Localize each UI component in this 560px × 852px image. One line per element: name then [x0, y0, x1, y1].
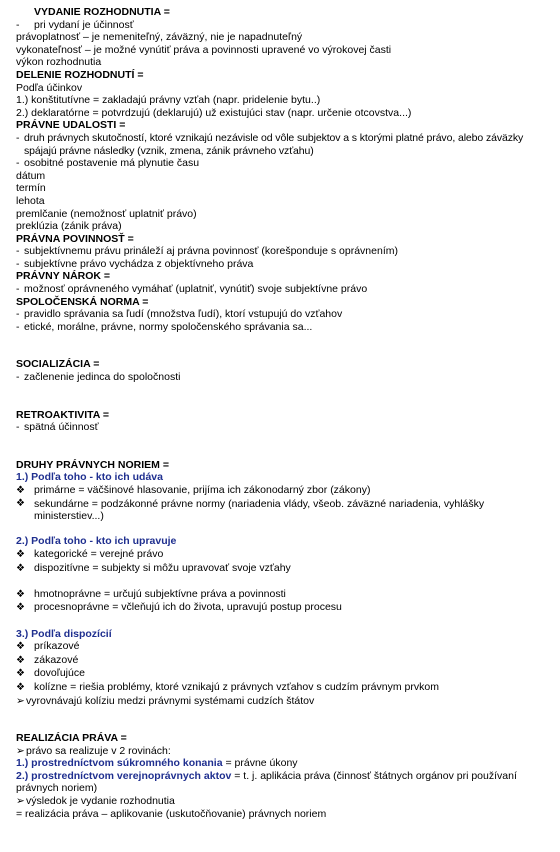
list-item-text: osobitné postavenie má plynutie času [24, 157, 200, 170]
list-item [16, 795, 550, 808]
list-item [16, 19, 550, 32]
list-item [16, 601, 550, 615]
list-item-text: zákazové [34, 653, 79, 666]
text-line: výkon rozhodnutia [16, 56, 102, 69]
heading-druhy-pravnych-noriem: DRUHY PRÁVNYCH NORIEM = [16, 458, 169, 471]
dash-bullet: - [16, 320, 20, 333]
dash-bullet: - [16, 283, 20, 296]
text-line: Podľa účinkov [16, 81, 83, 94]
numbered-item-text: = právne úkony [222, 757, 298, 770]
spacer [16, 434, 550, 459]
diamond-bullet-icon: ❖ [16, 485, 25, 496]
text-line: vykonateľnosť – je možné vynútiť práva a povinnosti upravené vo výrokovej časti [16, 43, 392, 56]
arrow-bullet-icon: ➢ [16, 694, 25, 707]
numbered-item-label: 1.) prostredníctvom súkromného konania [16, 757, 223, 770]
heading-pravny-narok: PRÁVNY NÁROK = [16, 270, 111, 283]
heading-realizacia-prava: REALIZÁCIA PRÁVA = [16, 732, 127, 745]
dash-bullet: - [16, 157, 20, 170]
subheading-podla-dispozicii: 3.) Podľa dispozícií [16, 627, 112, 640]
heading-vydanie-rozhodnutia: VYDANIE ROZHODNUTIA = [34, 6, 170, 18]
spacer [16, 615, 550, 628]
list-item-text: dispozitívne = subjekty si môžu upravovať svoje vzťahy [34, 561, 291, 574]
spacer [16, 575, 550, 588]
dash-bullet: - [16, 245, 20, 258]
list-item-text: príkazové [34, 640, 80, 653]
list-item [16, 132, 550, 157]
diamond-bullet-icon: ❖ [16, 641, 25, 653]
text-line: právoplatnosť – je nemeniteľný, záväzný, nie je napadnuteľný [16, 31, 303, 44]
dash-bullet: - [16, 257, 20, 270]
text-line: preklúzia (zánik práva) [16, 220, 122, 233]
numbered-item: 2.) deklaratórne = potvrdzujú (deklarujú) už existujúci stav (napr. určenie otcovstva...) [16, 106, 412, 119]
list-item [16, 484, 550, 498]
text-line: lehota [16, 194, 45, 207]
diamond-bullet-icon: ❖ [16, 681, 25, 693]
list-item-text: výsledok je vydanie rozhodnutia [26, 795, 175, 808]
dash-bullet: - [16, 18, 20, 31]
list-item-text: hmotnoprávne = určujú subjektívne práva a povinnosti [34, 587, 286, 600]
numbered-item [16, 770, 550, 795]
subheading-kto-ich-udava: 1.) Podľa toho - kto ich udáva [16, 471, 163, 484]
list-item [16, 245, 550, 258]
heading-pravne-udalosti: PRÁVNE UDALOSTI = [16, 119, 126, 132]
arrow-bullet-icon: ➢ [16, 744, 25, 757]
list-item-text: etické, morálne, právne, normy spoločenského správania sa... [24, 320, 313, 333]
diamond-bullet-icon: ❖ [16, 588, 25, 600]
list-item-text: druh právnych skutočností, ktoré vznikajú nezávisle od vôle subjektov a s ktorými platné právo, alebo záväzky spájajú právne následky (vznik, zmena, zánik právneho vzťahu) [24, 131, 524, 157]
list-item-text: sekundárne = podzákonné právne normy (nariadenia vlády, všeob. záväzné nariadenia, vyhlášky ministerstiev...) [34, 497, 485, 523]
heading-pravna-povinnost: PRÁVNA POVINNOSŤ = [16, 232, 134, 245]
list-item [16, 498, 550, 523]
heading-spolocenska-norma: SPOLOČENSKÁ NORMA = [16, 295, 149, 308]
text-line: dátum [16, 169, 46, 182]
diamond-bullet-icon: ❖ [16, 497, 25, 509]
heading-retroaktivita: RETROAKTIVITA = [16, 408, 110, 421]
numbered-item-text: = t. j. aplikácia práva (činnosť štátnych orgánov pri používaní právnych noriem) [16, 769, 517, 795]
list-item [16, 640, 550, 654]
numbered-item [16, 757, 550, 770]
list-item-text: začlenenie jedinca do spoločnosti [24, 371, 181, 384]
diamond-bullet-icon: ❖ [16, 548, 25, 560]
list-item-text: pravidlo správania sa ľudí (množstva ľudí), ktorí vstupujú do vzťahov [24, 308, 343, 321]
diamond-bullet-icon: ❖ [16, 668, 25, 680]
dash-bullet: - [16, 371, 20, 384]
spacer [16, 384, 550, 409]
list-item [16, 421, 550, 434]
list-item [16, 695, 550, 708]
dash-bullet: - [16, 131, 20, 144]
list-item-text: procesnoprávne = včleňujú ich do života, upravujú postup procesu [34, 601, 342, 614]
list-item [16, 548, 550, 562]
list-item [16, 681, 550, 695]
dash-bullet: - [16, 421, 20, 434]
list-item [16, 667, 550, 681]
list-item [16, 321, 550, 334]
diamond-bullet-icon: ❖ [16, 562, 25, 574]
list-item-text: kategorické = verejné právo [34, 547, 164, 560]
text-line: termín [16, 182, 46, 195]
list-item [16, 283, 550, 296]
list-item [16, 562, 550, 576]
list-item [16, 588, 550, 602]
spacer [16, 333, 550, 358]
list-item-text: možnosť oprávneného vymáhať (uplatniť, vynútiť) svoje subjektívne právo [24, 283, 368, 296]
list-item-text: spätná účinnosť [24, 421, 99, 434]
list-item-text: subjektívnemu právu prináleží aj právna povinnosť (korešponduje s oprávnením) [24, 245, 398, 258]
numbered-item: 1.) konštitutívne = zakladajú právny vzťah (napr. pridelenie bytu..) [16, 94, 321, 107]
list-item [16, 745, 550, 758]
list-item [16, 308, 550, 321]
list-item [16, 654, 550, 668]
heading-socializacia: SOCIALIZÁCIA = [16, 358, 100, 371]
list-item-text: primárne = väčšinové hlasovanie, prijíma ich zákonodarný zbor (zákony) [34, 484, 371, 496]
arrow-bullet-icon: ➢ [16, 795, 25, 808]
list-item [16, 258, 550, 271]
list-item-text: dovoľujúce [34, 667, 85, 680]
list-item [16, 157, 550, 170]
diamond-bullet-icon: ❖ [16, 602, 25, 614]
dash-bullet: - [16, 308, 20, 321]
list-item-text: právo sa realizuje v 2 rovinách: [26, 744, 171, 757]
text-line: = realizácia práva – aplikovanie (uskutočňovanie) právnych noriem [16, 807, 327, 820]
subheading-kto-ich-upravuje: 2.) Podľa toho - kto ich upravuje [16, 535, 177, 548]
list-item [16, 371, 550, 384]
spacer [16, 523, 550, 536]
list-item-text: subjektívne právo vychádza z objektívneho práva [24, 257, 254, 270]
heading-delenie-rozhodnuti: DELENIE ROZHODNUTÍ = [16, 68, 144, 81]
text-line: premlčanie (nemožnosť uplatniť právo) [16, 207, 197, 220]
diamond-bullet-icon: ❖ [16, 654, 25, 666]
spacer [16, 707, 550, 732]
list-item-text: pri vydaní je účinnosť [34, 18, 134, 31]
numbered-item-label: 2.) prostredníctvom verejnoprávnych aktov [16, 769, 232, 782]
list-item-text: vyrovnávajú kolíziu medzi právnymi systémami cudzích štátov [26, 694, 315, 707]
list-item-text: kolízne = riešia problémy, ktoré vznikajú z právnych vzťahov s cudzím právnym prvkom [34, 680, 439, 693]
